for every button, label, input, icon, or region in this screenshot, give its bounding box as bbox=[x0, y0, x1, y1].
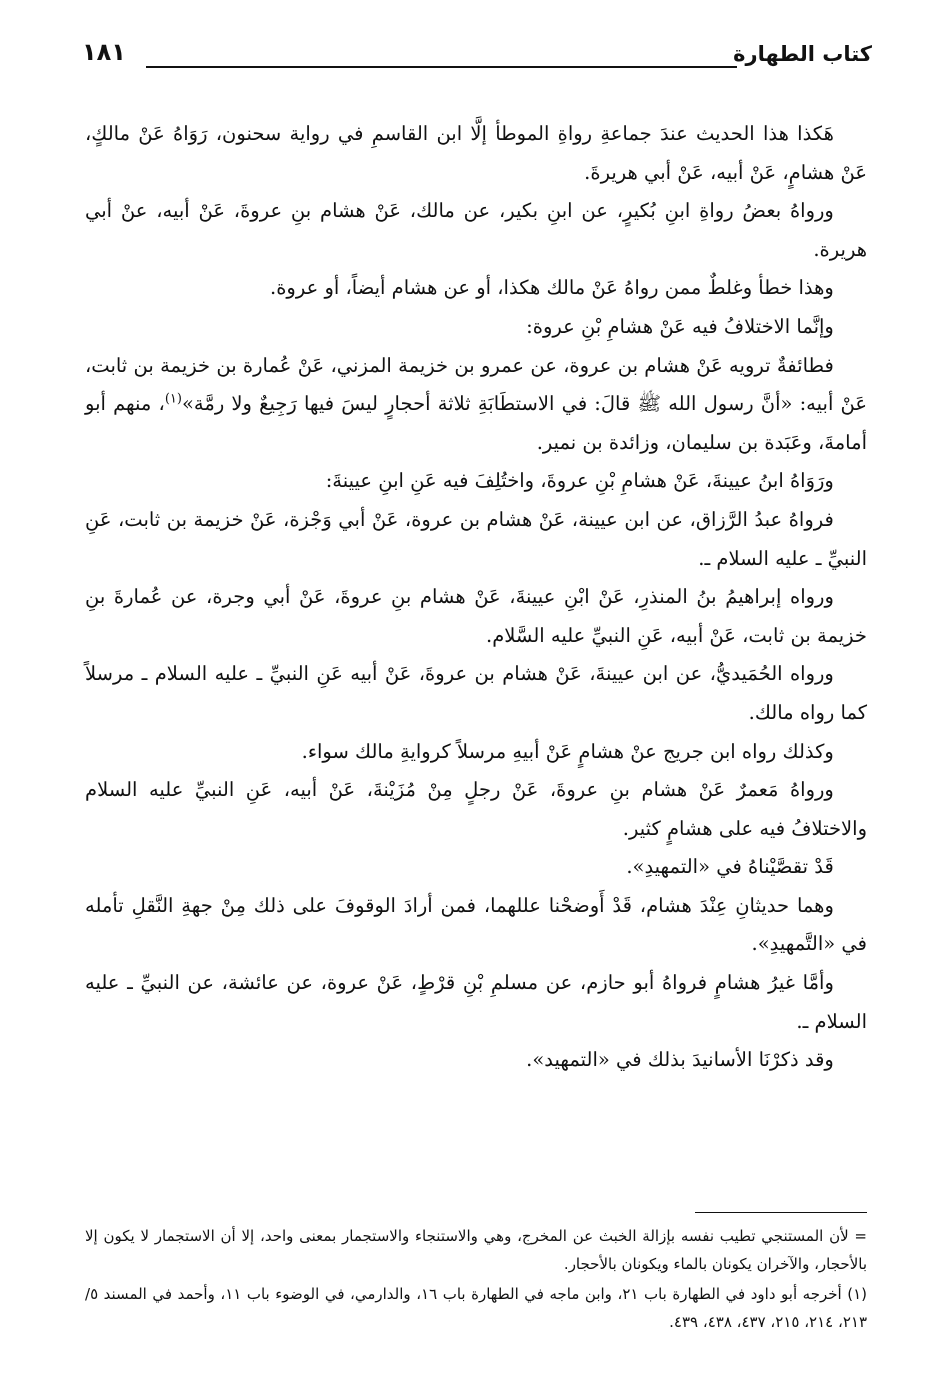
paragraph: وإنَّما الاختلافُ فيه عَنْ هشامِ بْنِ عروة: bbox=[526, 314, 834, 338]
chapter-title: كتاب الطهارة bbox=[733, 42, 872, 66]
paragraph-text: ، منهم أبو أمامةَ، وعَبَدة بن سليمان، وزائدة بن نمير. bbox=[85, 392, 867, 454]
paragraph: وأمَّا غيرُ هشامٍ فرواهُ أبو حازم، عن مسلمِ بْنِ قرْطٍ، عَنْ عروة، عن عائشة، عن النبيِّ ـ عليه السلام ـ. bbox=[85, 971, 867, 1033]
footnotes bbox=[85, 1222, 867, 1338]
paragraph: وهذا خطأ وغلطٌ ممن رواهُ عَنْ مالك هكذا، أو عن هشام أيضاً، أو عروة. bbox=[270, 276, 834, 300]
header-rule bbox=[146, 66, 737, 68]
footnote-ref[interactable]: (١) bbox=[164, 391, 182, 407]
running-header bbox=[82, 38, 872, 78]
paragraph: هَكذا هذا الحديث عندَ جماعةِ رواةِ الموطأ إلَّا ابن القاسمِ في رواية سحنون، رَوَاهُ عَنْ مالكٍ، عَنْ هشامٍ، عَنْ أبيه، عَنْ أبي هريرةَ. bbox=[85, 122, 867, 184]
paragraph: ورواهُ مَعمرٌ عَنْ هشام بنِ عروةَ، عَنْ رجلٍ مِنْ مُزَيْنةَ، عَنْ أبيه، عَنِ النبيِّ عليه السلام والاختلافُ فيه على هشامٍ كثير. bbox=[85, 778, 867, 840]
paragraph: قَدْ تقصَّيْناهُ في «التمهيدِ». bbox=[626, 855, 834, 879]
page-number: ١٨١ bbox=[82, 38, 126, 66]
paragraph: ورواهُ بعضُ رواةِ ابنِ بُكيرٍ، عن ابنِ بكير، عن مالك، عَنْ هشام بنِ عروةَ، عَنْ أبيه، عنْ أبي هريرة. bbox=[85, 199, 867, 261]
paragraph: فرواهُ عبدُ الرَّزاق، عن ابن عيينة، عَنْ هشام بن عروة، عَنْ أبي وَجْزة، عَنْ خزيمة بن ثابت، عَنِ النبيِّ ـ عليه السلام ـ. bbox=[85, 507, 867, 570]
paragraph: ورواه إبراهيمُ بنُ المنذرِ، عَنْ ابْنِ عيينةَ، عَنْ هشام بنِ عروةَ، عَنْ أبي وجرة، عن عُمارةَ بنِ خزيمة بن ثابت، عَنْ أبيه، عَنِ النبيِّ عليه السَّلام. bbox=[85, 585, 867, 647]
paragraph: ورَوَاهُ ابنُ عيينةَ، عَنْ هشامِ بْنِ عروةَ، واختُلِفَ فيه عَنِ ابنِ عيينةَ: bbox=[325, 469, 834, 493]
paragraph: وكذلك رواه ابن جريج عنْ هشامٍ عَنْ أبيهِ مرسلاً كروايةِ مالك سواء. bbox=[301, 739, 834, 763]
footnote-separator bbox=[695, 1212, 867, 1213]
paragraph: وهما حديثانِ عِنْدَ هشام، قَدْ أَوضحْنا عللهما، فمن أرادَ الوقوفَ على ذلك مِنْ جهةِ النَّقلِ تأمله في «التَّمهيدِ». bbox=[85, 893, 867, 956]
footnote: (١) أخرجه أبو داود في الطهارة باب ٢١، وابن ماجه في الطهارة باب ١٦، والدارمي، في الوضوء باب ١١، وأحمد في المسند ٥/ ٢١٣، ٢١٤، ٢١٥، ٤٣٧، ٤٣٨، ٤٣٩. bbox=[85, 1285, 867, 1331]
paragraph: ورواه الحُمَيديُّ، عن ابن عيينةَ، عَنْ هشام بن عروةَ، عَنْ أبيه عَنِ النبيِّ ـ عليه السلام ـ مرسلاً كما رواه مالك. bbox=[85, 662, 867, 724]
paragraph-text: فطائفةٌ ترويه عَنْ هشام بن عروة، عن عمرو بن خزيمة المزني، عَنْ عُمارة بن خزيمة بن ثابت، عَنْ أبيه: «أنَّ رسول الله ﷺ قالَ: في الاستطَابَةِ ثلاثة أحجارٍ ليسَ فيها رَجِيعٌ ولا رمَّة» bbox=[85, 353, 868, 416]
paragraph bbox=[85, 347, 867, 463]
footnote: = لأن المستنجي تطيب نفسه بإزالة الخبث عن المخرج، وهي والاستنجاء والاستجمار بمعنى واحد، إلا أن الاستجمار لا يكون إلا بالأحجار، والآخران يكونان بالماء ويكونان بالأحجار. bbox=[85, 1227, 867, 1273]
main-text bbox=[85, 115, 867, 1080]
paragraph: وقد ذكرْنَا الأسانيدَ بذلك في «التمهيد». bbox=[526, 1048, 834, 1072]
